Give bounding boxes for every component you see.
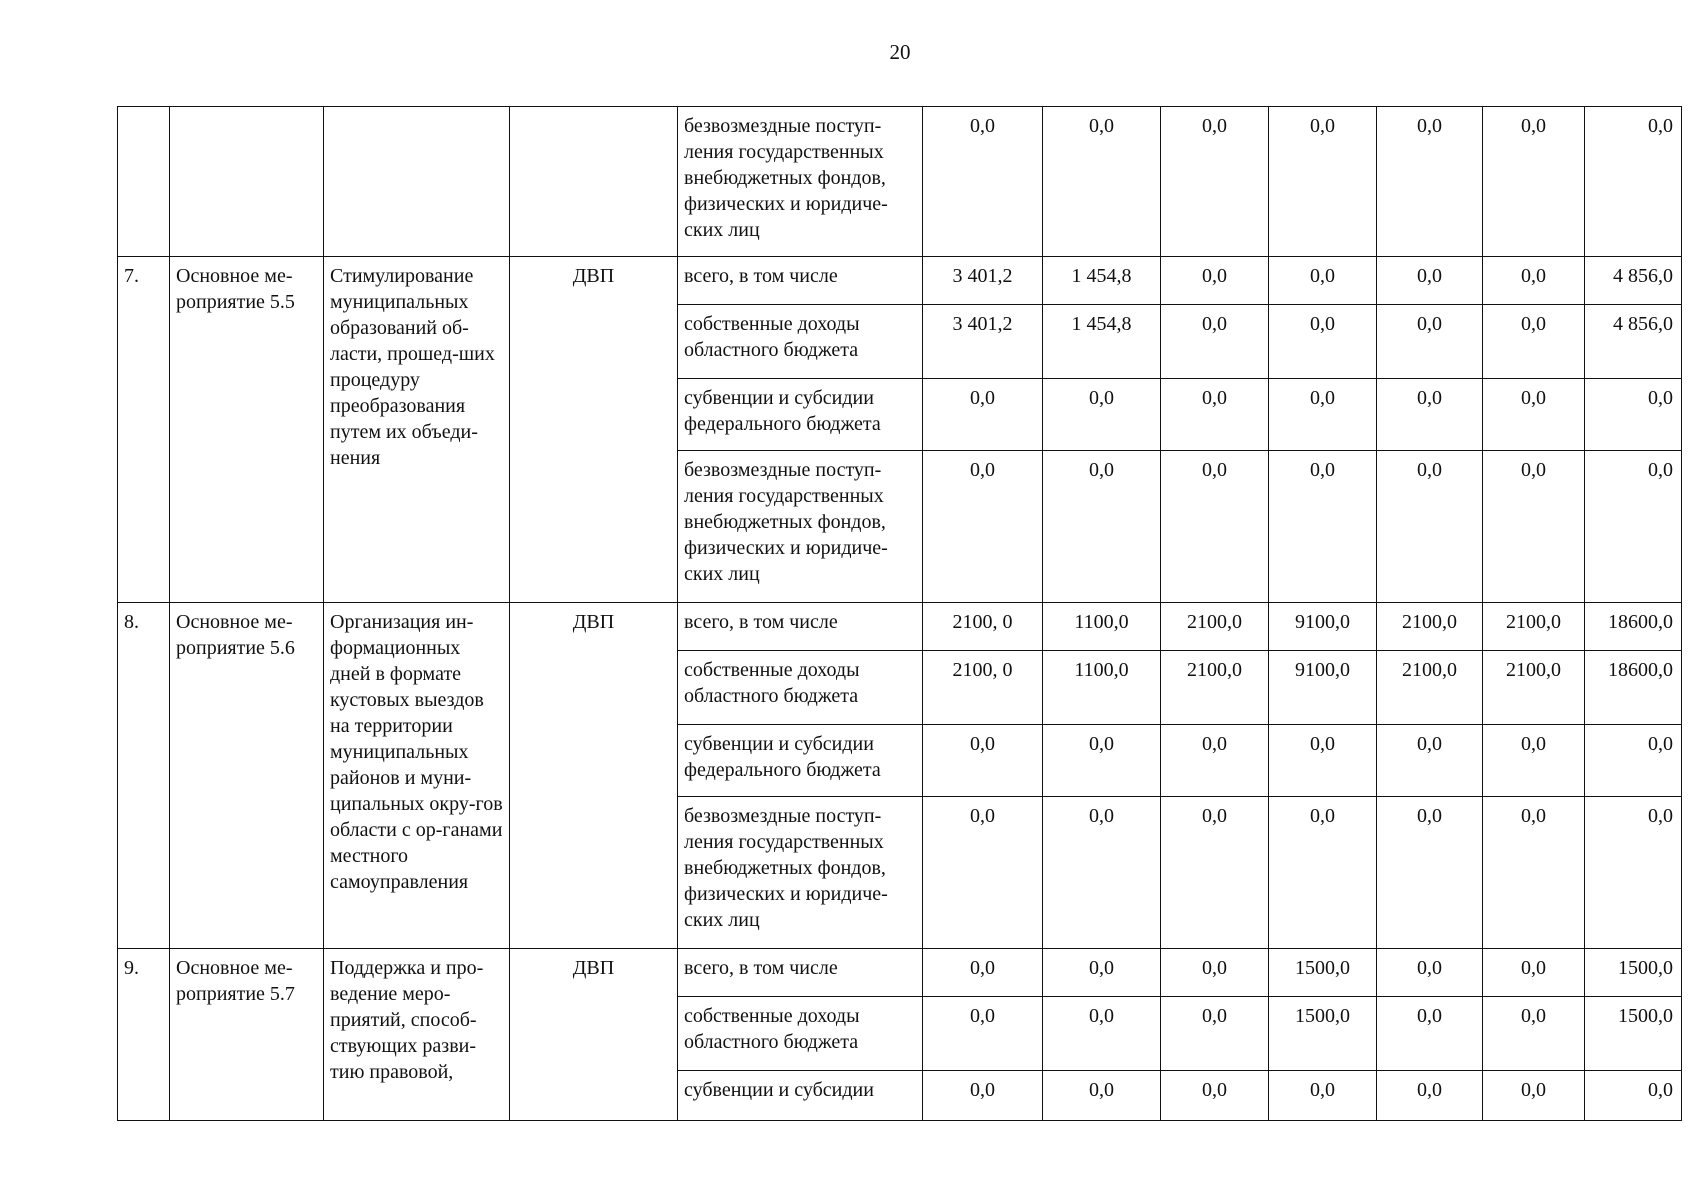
num-cell: 7. [118,257,170,603]
value-cell: 0,0 [1377,257,1483,305]
value-cell: 0,0 [923,997,1043,1071]
funding-source-cell: субвенции и субсидии [678,1071,923,1121]
value-cell: 0,0 [923,725,1043,797]
value-cell: 0,0 [1043,997,1161,1071]
value-cell: 1100,0 [1043,651,1161,725]
value-cell: 2100,0 [1483,651,1585,725]
value-cell: 0,0 [1483,997,1585,1071]
funding-source-cell: всего, в том числе [678,257,923,305]
activity-cell: Основное ме-роприятие 5.6 [170,603,324,949]
value-cell: 0,0 [1483,725,1585,797]
value-cell: 0,0 [1269,797,1377,949]
value-cell: 1100,0 [1043,603,1161,651]
value-cell: 1500,0 [1269,997,1377,1071]
table-row [118,107,1682,257]
value-cell: 0,0 [1161,107,1269,257]
num-cell: 9. [118,949,170,1121]
value-cell: 0,0 [1377,107,1483,257]
num-cell: 8. [118,603,170,949]
value-cell: 0,0 [1483,451,1585,603]
value-cell: 0,0 [1377,379,1483,451]
funding-source-cell: субвенции и субсидии федерального бюджета [678,379,923,451]
value-cell: 0,0 [1483,1071,1585,1121]
code-cell: ДВП [510,949,678,1121]
value-cell: 0,0 [1483,949,1585,997]
funding-source-cell: безвозмездные поступ-ления государственных внебюджетных фондов, физических и юридиче-ских лиц [678,797,923,949]
value-cell: 0,0 [1043,1071,1161,1121]
value-cell: 0,0 [1269,451,1377,603]
value-cell: 0,0 [1269,107,1377,257]
name-cell: Стимулирование муниципальных образований об-ласти, прошед-ших процедуру преобразования путем их объеди-нения [324,257,510,603]
value-cell: 3 401,2 [923,305,1043,379]
value-cell: 0,0 [1377,305,1483,379]
value-cell: 0,0 [1269,257,1377,305]
activity-cell: Основное ме-роприятие 5.5 [170,257,324,603]
value-cell: 0,0 [1043,797,1161,949]
value-cell: 1500,0 [1585,997,1682,1071]
value-cell: 0,0 [923,451,1043,603]
value-cell: 0,0 [1269,725,1377,797]
value-cell: 0,0 [1161,949,1269,997]
name-cell [324,107,510,257]
value-cell: 0,0 [1043,949,1161,997]
value-cell: 0,0 [1377,725,1483,797]
value-cell: 0,0 [1585,379,1682,451]
value-cell: 0,0 [1161,451,1269,603]
value-cell: 2100,0 [1161,603,1269,651]
funding-source-cell: собственные доходы областного бюджета [678,305,923,379]
value-cell: 0,0 [1161,725,1269,797]
value-cell: 0,0 [1269,1071,1377,1121]
value-cell: 0,0 [1161,1071,1269,1121]
value-cell: 0,0 [923,1071,1043,1121]
value-cell: 2100, 0 [923,603,1043,651]
num-cell [118,107,170,257]
value-cell: 0,0 [1161,997,1269,1071]
value-cell: 4 856,0 [1585,305,1682,379]
budget-table [117,106,1682,1121]
value-cell: 2100, 0 [923,651,1043,725]
value-cell: 0,0 [1585,107,1682,257]
table-row [118,257,1682,305]
value-cell: 0,0 [1483,379,1585,451]
activity-cell: Основное ме-роприятие 5.7 [170,949,324,1121]
table-row [118,603,1682,651]
value-cell: 0,0 [1043,725,1161,797]
value-cell: 0,0 [1043,107,1161,257]
value-cell: 2100,0 [1377,651,1483,725]
value-cell: 0,0 [1161,257,1269,305]
value-cell: 2100,0 [1483,603,1585,651]
value-cell: 2100,0 [1161,651,1269,725]
code-cell: ДВП [510,603,678,949]
value-cell: 0,0 [1585,1071,1682,1121]
value-cell: 4 856,0 [1585,257,1682,305]
value-cell: 0,0 [923,107,1043,257]
code-cell: ДВП [510,257,678,603]
value-cell: 9100,0 [1269,651,1377,725]
value-cell: 18600,0 [1585,651,1682,725]
funding-source-cell: всего, в том числе [678,603,923,651]
value-cell: 18600,0 [1585,603,1682,651]
funding-source-cell: всего, в том числе [678,949,923,997]
value-cell: 1 454,8 [1043,305,1161,379]
value-cell: 0,0 [923,797,1043,949]
value-cell: 0,0 [1043,451,1161,603]
page-number: 20 [889,40,911,64]
funding-source-cell: собственные доходы областного бюджета [678,997,923,1071]
value-cell: 0,0 [1161,305,1269,379]
funding-source-cell: безвозмездные поступ-ления государственных внебюджетных фондов, физических и юридиче-ских лиц [678,451,923,603]
value-cell: 0,0 [923,379,1043,451]
value-cell: 1500,0 [1585,949,1682,997]
value-cell: 0,0 [1377,797,1483,949]
value-cell: 0,0 [1377,949,1483,997]
value-cell: 0,0 [1585,797,1682,949]
table-row [118,949,1682,997]
name-cell: Организация ин-формационных дней в формате кустовых выездов на территории муниципальных районов и муни-ципальных окру-гов области с ор-ганами местного самоуправления [324,603,510,949]
value-cell: 0,0 [1483,107,1585,257]
name-cell: Поддержка и про-ведение меро-приятий, способ-ствующих разви-тию правовой, [324,949,510,1121]
funding-source-cell: безвозмездные поступ-ления государственных внебюджетных фондов, физических и юридиче-ских лиц [678,107,923,257]
value-cell: 0,0 [1161,797,1269,949]
value-cell: 0,0 [1585,725,1682,797]
activity-cell [170,107,324,257]
funding-source-cell: субвенции и субсидии федерального бюджета [678,725,923,797]
value-cell: 0,0 [1377,997,1483,1071]
value-cell: 0,0 [1377,1071,1483,1121]
code-cell [510,107,678,257]
value-cell: 3 401,2 [923,257,1043,305]
value-cell: 0,0 [1585,451,1682,603]
value-cell: 0,0 [1483,305,1585,379]
funding-source-cell: собственные доходы областного бюджета [678,651,923,725]
value-cell: 0,0 [1161,379,1269,451]
value-cell: 0,0 [1377,451,1483,603]
value-cell: 0,0 [1269,379,1377,451]
value-cell: 9100,0 [1269,603,1377,651]
value-cell: 1 454,8 [1043,257,1161,305]
value-cell: 0,0 [1483,797,1585,949]
value-cell: 1500,0 [1269,949,1377,997]
value-cell: 0,0 [1043,379,1161,451]
value-cell: 2100,0 [1377,603,1483,651]
value-cell: 0,0 [923,949,1043,997]
value-cell: 0,0 [1483,257,1585,305]
value-cell: 0,0 [1269,305,1377,379]
